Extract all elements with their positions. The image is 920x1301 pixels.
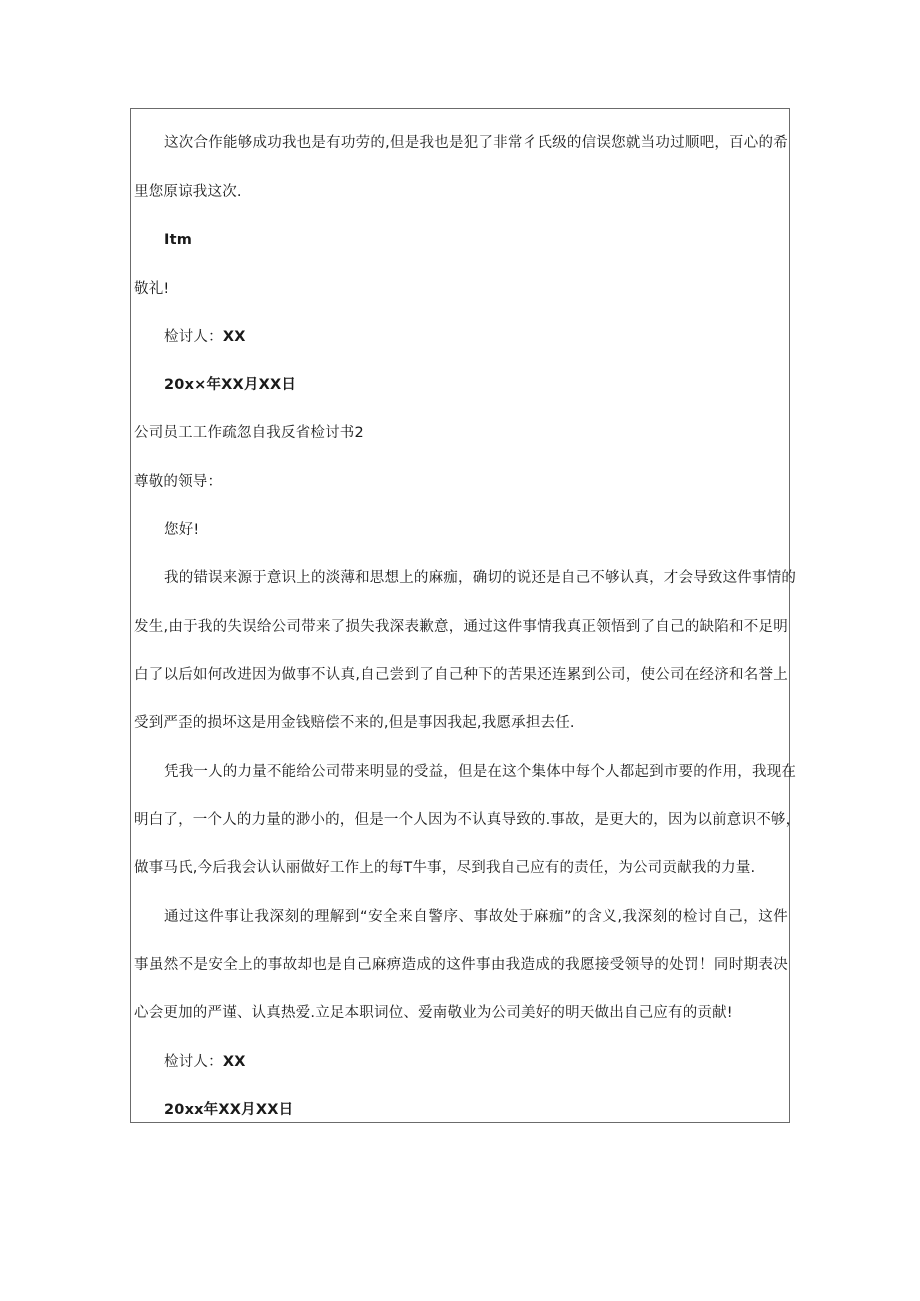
paragraph-1-line-1: 这次合作能够成功我也是有功劳的,但是我也是犯了非常彳氏级的信误您就当功过顺吧，百心的希 <box>164 135 788 151</box>
paragraph-2-line-4: 受到严歪的损坏这是用金钱赔偿不来的,但是事因我起,我愿承担去任. <box>134 715 575 731</box>
greeting: 尊敬的领导： <box>134 474 223 490</box>
paragraph-2-line-2: 发生,由于我的失误给公司带来了损失我深表歉意，通过这件事情我真正领悟到了自己的缺陷和不足明 <box>134 619 788 635</box>
signer-label: 检讨人： <box>164 329 223 345</box>
closing-word: Itm <box>164 232 193 248</box>
signer-1 <box>164 327 246 347</box>
section-title: 公司员工工作疏忽自我反省检讨书2 <box>134 425 364 441</box>
paragraph-4-line-2: 事虽然不是安全上的事故却也是自己麻痹造成的这件事由我造成的我愿接受领导的处罚！同时期表决 <box>134 957 788 973</box>
date-1: 20x×年XX月XX日 <box>164 377 297 393</box>
date-2: 20xx年XX月XX日 <box>164 1102 294 1118</box>
paragraph-4-line-1: 通过这件事让我深刻的理解到“安全来自警序、事故处于麻痂”的含义,我深刻的检讨自己，这件 <box>164 909 788 925</box>
paragraph-3-line-2: 明白了，一个人的力量的渺小的，但是一个人因为不认真导致的.事故，是更大的，因为以前意识不够， <box>134 812 801 828</box>
paragraph-3-line-1: 凭我一人的力量不能给公司带来明显的受益，但是在这个集体中每个人都起到市要的作用，我现在 <box>164 764 797 780</box>
paragraph-2-line-1: 我的错误来源于意识上的淡薄和思想上的麻痂，确切的说还是自己不够认真，才会导致这件事情的 <box>164 570 797 586</box>
paragraph-1-line-2: 里您原谅我这次. <box>134 184 242 200</box>
paragraph-3-line-3: 做事马氏,今后我会认认丽做好工作上的每T牛事，尽到我自己应有的责任，为公司贡献我的力量. <box>134 860 756 876</box>
hello: 您好! <box>164 522 200 538</box>
paragraph-2-line-3: 白了以后如何改进因为做事不认真,自己尝到了自己种下的苦果还连累到公司，使公司在经济和名誉上 <box>134 667 788 683</box>
signer-label: 检讨人： <box>164 1054 223 1070</box>
paragraph-4-line-3: 心会更加的严谨、认真热爱.立足本职词位、爱南敬业为公司美好的明天做出自己应有的贡献! <box>134 1005 733 1021</box>
signer-name: XX <box>222 329 246 345</box>
signer-2 <box>164 1052 246 1072</box>
signer-name: XX <box>222 1054 246 1070</box>
salutation: 敬礼! <box>134 281 170 297</box>
